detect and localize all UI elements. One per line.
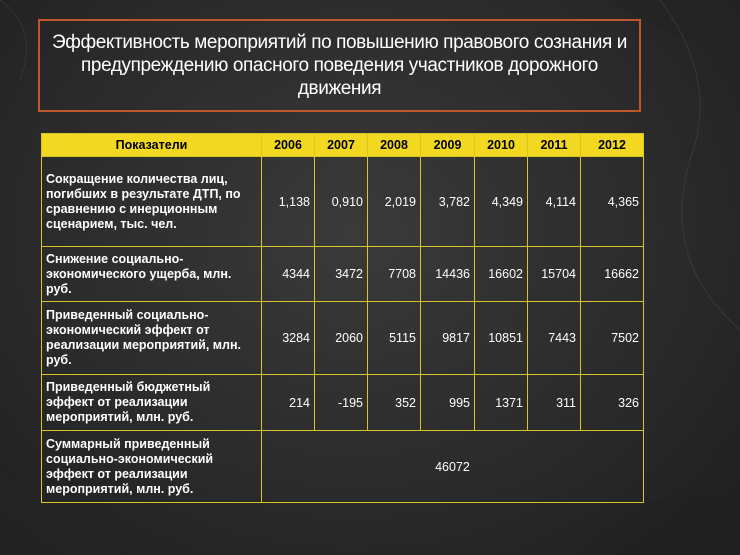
table-cell: 1371 [475, 375, 528, 431]
total-row-label: Суммарный приведенный социально-экономический эффект от реализации мероприятий, млн. руб. [42, 431, 262, 503]
row-label: Приведенный бюджетный эффект от реализации мероприятий, млн. руб. [42, 375, 262, 431]
table-cell: 1,138 [262, 157, 315, 247]
header-cell: 2007 [315, 134, 368, 157]
table-cell: 15704 [528, 247, 581, 302]
table-header-row [42, 134, 644, 157]
header-cell: 2008 [368, 134, 421, 157]
row-label: Сокращение количества лиц, погибших в результате ДТП, по сравнению с инерционным сценарием, тыс. чел. [42, 157, 262, 247]
table-cell: 7708 [368, 247, 421, 302]
table-row-total [42, 431, 644, 503]
table-cell: 3472 [315, 247, 368, 302]
table-cell: 7443 [528, 302, 581, 375]
slide-title [38, 19, 641, 112]
table-cell: 4344 [262, 247, 315, 302]
table-cell: 3284 [262, 302, 315, 375]
table-cell: 5115 [368, 302, 421, 375]
row-label: Приведенный социально-экономический эффект от реализации мероприятий, млн. руб. [42, 302, 262, 375]
table-row [42, 302, 644, 375]
header-cell: 2006 [262, 134, 315, 157]
table-cell: 10851 [475, 302, 528, 375]
header-cell: Показатели [42, 134, 262, 157]
table-cell: 352 [368, 375, 421, 431]
table-cell: 2060 [315, 302, 368, 375]
header-cell: 2011 [528, 134, 581, 157]
table-row [42, 157, 644, 247]
table-cell: 2,019 [368, 157, 421, 247]
header-cell: 2010 [475, 134, 528, 157]
table-row [42, 247, 644, 302]
table-cell: 9817 [421, 302, 475, 375]
table-cell: 311 [528, 375, 581, 431]
table-cell: -195 [315, 375, 368, 431]
efficiency-table [41, 133, 644, 503]
table-cell: 16662 [581, 247, 644, 302]
row-label: Снижение социально-экономического ущерба, млн. руб. [42, 247, 262, 302]
slide-title-text: Эффективность мероприятий по повышению правового сознания и предупреждению опасного поведения участников дорожного движения [52, 32, 627, 99]
header-cell: 2012 [581, 134, 644, 157]
table-cell: 326 [581, 375, 644, 431]
table-cell: 7502 [581, 302, 644, 375]
table-cell: 14436 [421, 247, 475, 302]
table-row [42, 375, 644, 431]
table-cell: 3,782 [421, 157, 475, 247]
table-cell: 16602 [475, 247, 528, 302]
total-value-cell: 46072 [262, 431, 644, 503]
table-cell: 4,365 [581, 157, 644, 247]
table-cell: 214 [262, 375, 315, 431]
table-cell: 4,114 [528, 157, 581, 247]
table-cell: 4,349 [475, 157, 528, 247]
header-cell: 2009 [421, 134, 475, 157]
table-cell: 0,910 [315, 157, 368, 247]
table-cell: 995 [421, 375, 475, 431]
